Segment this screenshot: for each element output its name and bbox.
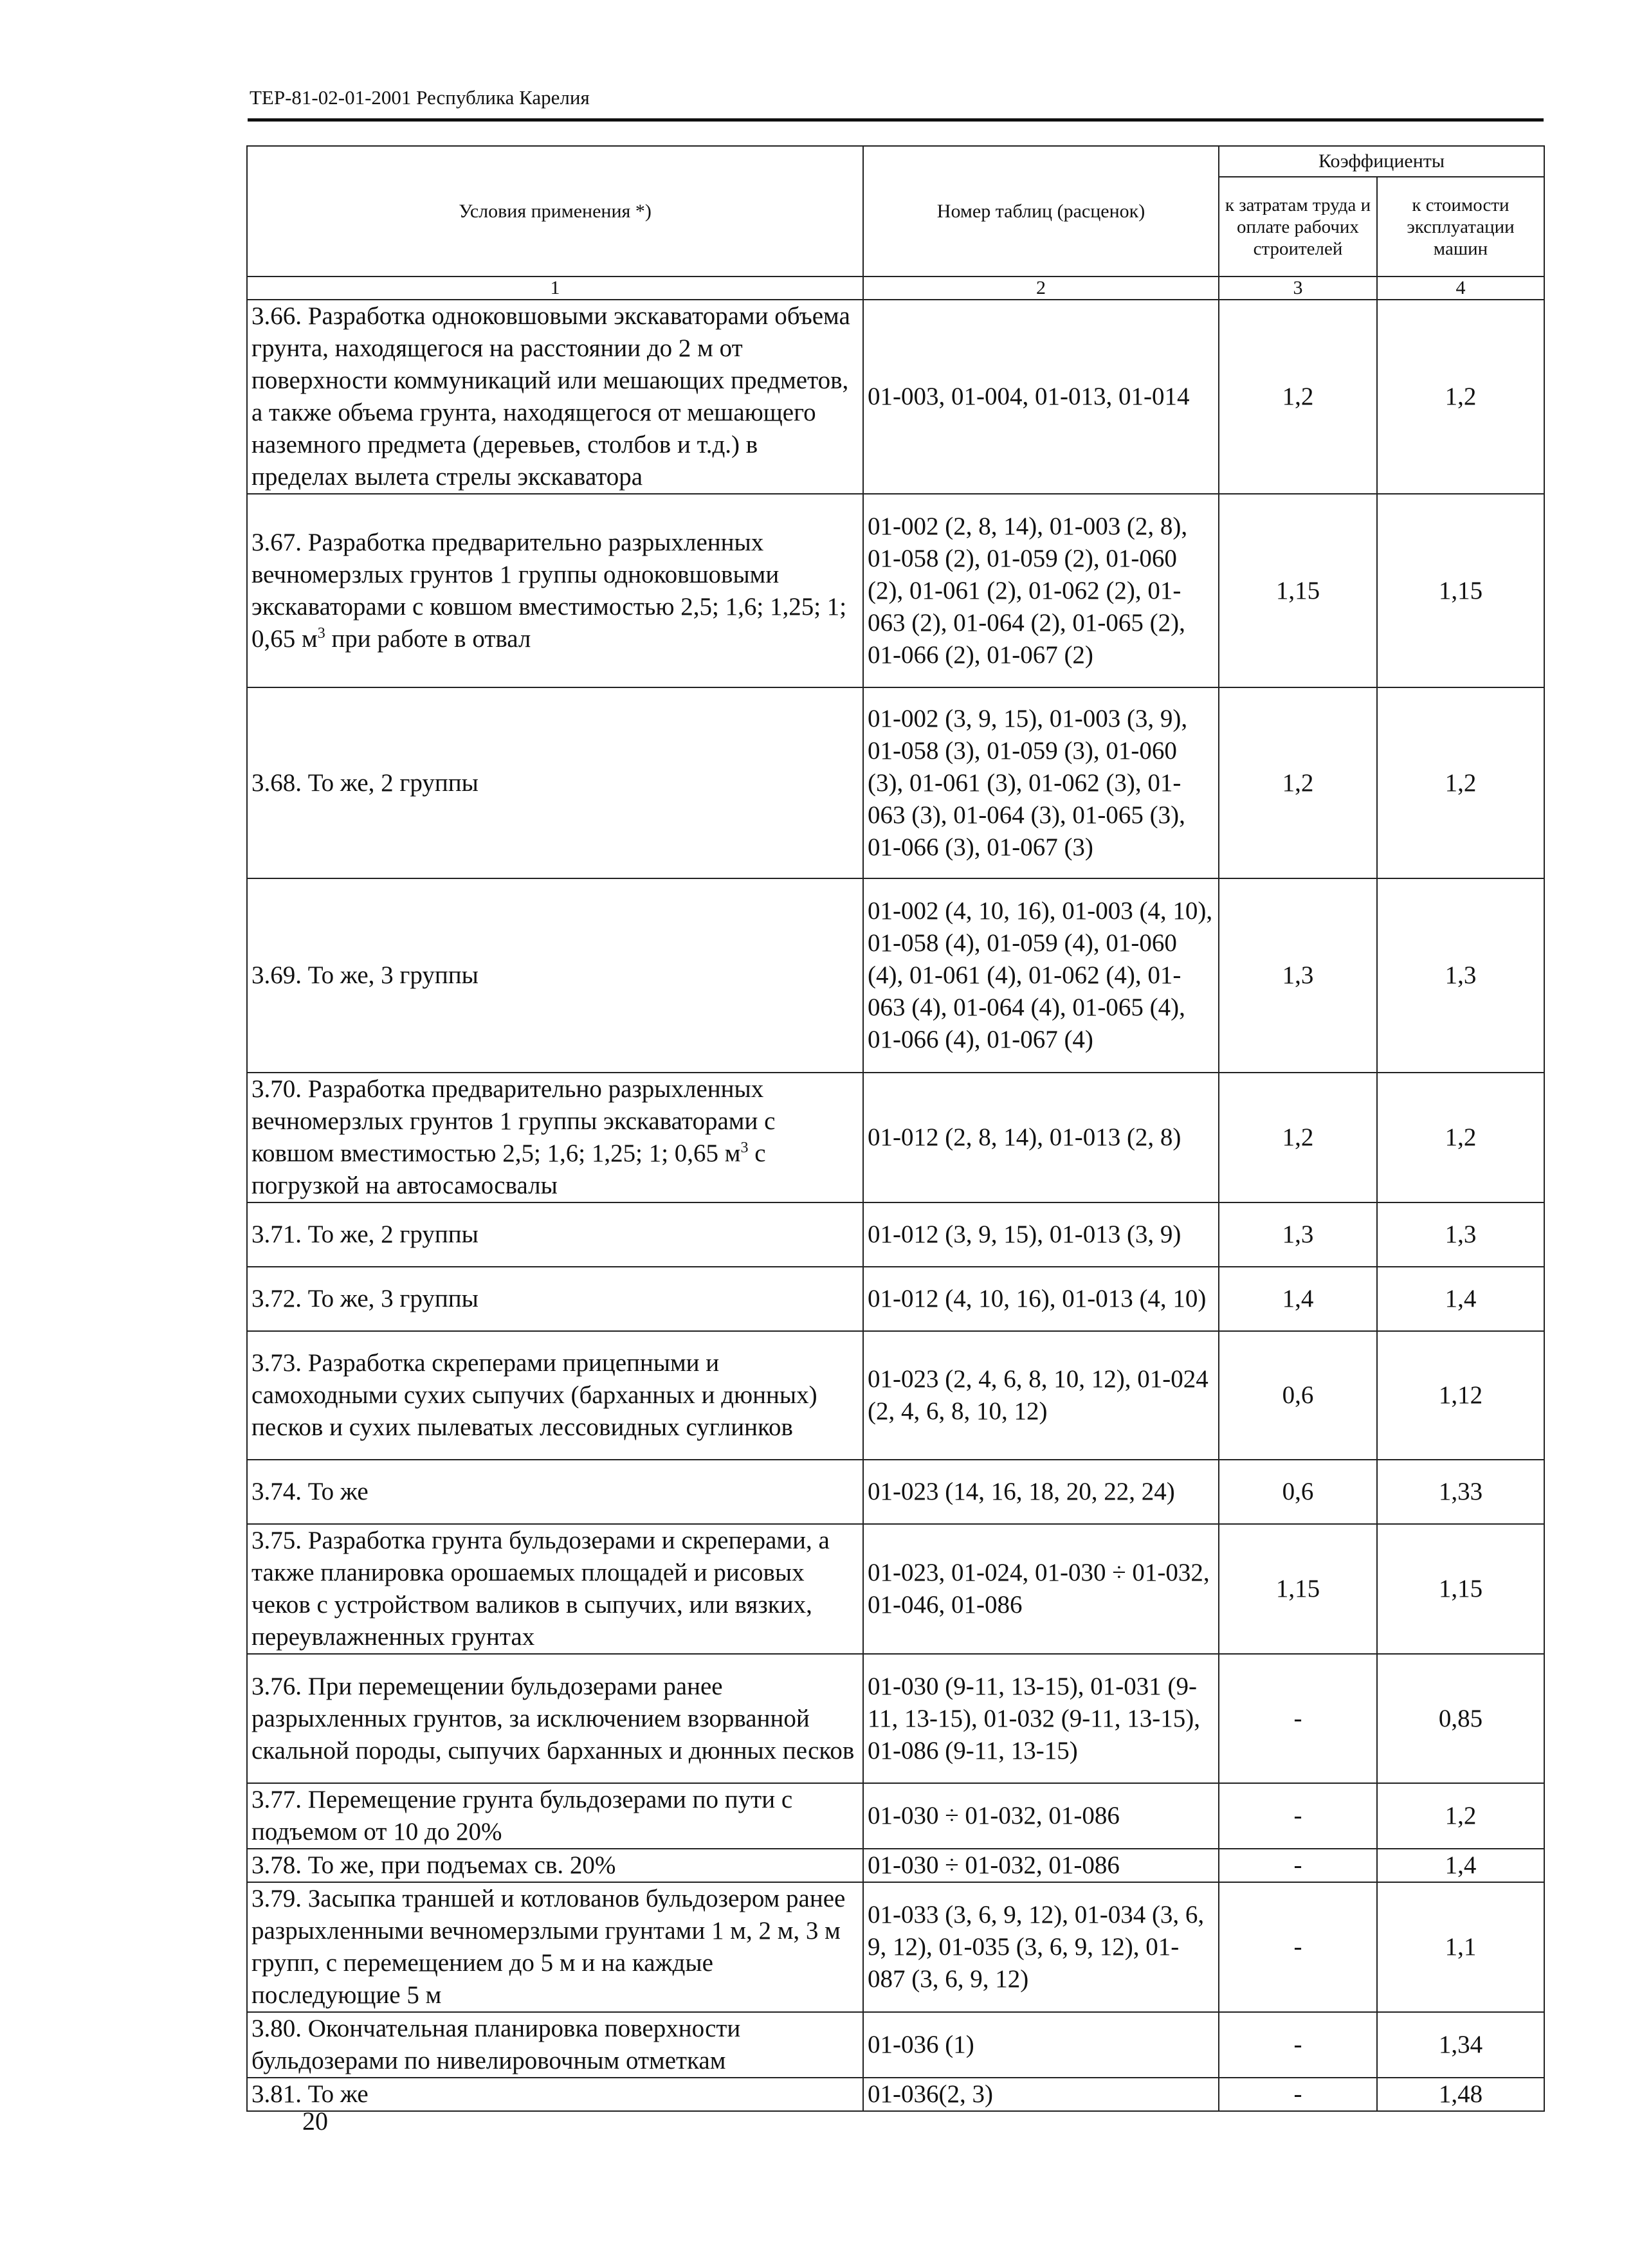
column-header-tables: Номер таблиц (расценок)	[863, 146, 1219, 277]
machine-coefficient: 1,2	[1377, 1073, 1544, 1202]
condition-cell: 3.69. То же, 3 группы	[247, 878, 863, 1073]
labor-coefficient: 1,15	[1219, 1524, 1377, 1654]
condition-cell: 3.74. То же	[247, 1460, 863, 1524]
condition-cell: 3.68. То же, 2 группы	[247, 687, 863, 878]
condition-cell: 3.77. Перемещение грунта бульдозерами по пути с подъемом от 10 до 20%	[247, 1783, 863, 1849]
labor-coefficient: 1,2	[1219, 687, 1377, 878]
table-numbers-cell: 01-023 (2, 4, 6, 8, 10, 12), 01-024 (2, 4, 6, 8, 10, 12)	[863, 1331, 1219, 1460]
column-number: 1	[247, 277, 863, 300]
condition-cell: 3.73. Разработка скреперами прицепными и самоходными сухих сыпучих (барханных и дюнных) песков и сухих пылеватых лессовидных суглинков	[247, 1331, 863, 1460]
table-row	[247, 1460, 1544, 1524]
table-numbers-cell: 01-012 (4, 10, 16), 01-013 (4, 10)	[863, 1267, 1219, 1331]
condition-cell: 3.81. То же	[247, 2078, 863, 2111]
table-row	[247, 1267, 1544, 1331]
labor-coefficient: 1,3	[1219, 1202, 1377, 1267]
table-numbers-cell: 01-002 (2, 8, 14), 01-003 (2, 8), 01-058 (2), 01-059 (2), 01-060 (2), 01-061 (2), 01-062 (2), 01-063 (2), 01-064 (2), 01-065 (2), 01-066 (2), 01-067 (2)	[863, 494, 1219, 687]
machine-coefficient: 1,34	[1377, 2012, 1544, 2078]
table-row	[247, 300, 1544, 494]
labor-coefficient: 1,2	[1219, 1073, 1377, 1202]
column-header-coefficients: Коэффициенты	[1219, 146, 1544, 177]
machine-coefficient: 1,33	[1377, 1460, 1544, 1524]
machine-coefficient: 1,2	[1377, 300, 1544, 494]
column-header-labor: к затратам труда и оплате рабочих строителей	[1219, 177, 1377, 277]
condition-cell: 3.76. При перемещении бульдозерами ранее разрыхленных грунтов, за исключением взорванной скальной породы, сыпучих барханных и дюнных песков	[247, 1654, 863, 1783]
table-row	[247, 1654, 1544, 1783]
labor-coefficient: 1,4	[1219, 1267, 1377, 1331]
machine-coefficient: 1,4	[1377, 1267, 1544, 1331]
table-numbers-cell: 01-003, 01-004, 01-013, 01-014	[863, 300, 1219, 494]
table-numbers-cell: 01-002 (4, 10, 16), 01-003 (4, 10), 01-058 (4), 01-059 (4), 01-060 (4), 01-061 (4), 01-062 (4), 01-063 (4), 01-064 (4), 01-065 (4), 01-066 (4), 01-067 (4)	[863, 878, 1219, 1073]
column-header-conditions: Условия применения *)	[247, 146, 863, 277]
column-header-machines: к стоимости эксплуатации машин	[1377, 177, 1544, 277]
machine-coefficient: 1,3	[1377, 878, 1544, 1073]
condition-cell: 3.78. То же, при подъемах св. 20%	[247, 1849, 863, 1882]
condition-cell: 3.75. Разработка грунта бульдозерами и скреперами, а также планировка орошаемых площадей и рисовых чеков с устройством валиков в сыпучих, или вязких, переувлажненных грунтах	[247, 1524, 863, 1654]
labor-coefficient: 1,3	[1219, 878, 1377, 1073]
document-header: ТЕР-81-02-01-2001 Республика Карелия	[250, 86, 590, 109]
machine-coefficient: 1,2	[1377, 687, 1544, 878]
page-number: 20	[302, 2107, 328, 2136]
labor-coefficient: 0,6	[1219, 1331, 1377, 1460]
labor-coefficient: -	[1219, 1783, 1377, 1849]
condition-cell: 3.67. Разработка предварительно разрыхленных вечномерзлых грунтов 1 группы одноковшовыми экскаваторами с ковшом вместимостью 2,5; 1,6; 1,25; 1; 0,65 $м^3$ при работе в отвал	[247, 494, 863, 687]
labor-coefficient: -	[1219, 1882, 1377, 2012]
machine-coefficient: 1,15	[1377, 1524, 1544, 1654]
machine-coefficient: 1,48	[1377, 2078, 1544, 2111]
table-numbers-cell: 01-036(2, 3)	[863, 2078, 1219, 2111]
table-row	[247, 2078, 1544, 2111]
column-number: 2	[863, 277, 1219, 300]
machine-coefficient: 0,85	[1377, 1654, 1544, 1783]
table-row	[247, 1882, 1544, 2012]
condition-cell: 3.66. Разработка одноковшовыми экскаваторами объема грунта, находящегося на расстоянии до 2 м от поверхности коммуникаций или мешающих предметов, а также объема грунта, находящегося от мешающего наземного предмета (деревьев, столбов и т.д.) в пределах вылета стрелы экскаватора	[247, 300, 863, 494]
labor-coefficient: -	[1219, 1654, 1377, 1783]
coefficients-table	[246, 145, 1545, 2112]
table-numbers-cell: 01-012 (3, 9, 15), 01-013 (3, 9)	[863, 1202, 1219, 1267]
labor-coefficient: -	[1219, 2012, 1377, 2078]
table-numbers-cell: 01-033 (3, 6, 9, 12), 01-034 (3, 6, 9, 12), 01-035 (3, 6, 9, 12), 01-087 (3, 6, 9, 12)	[863, 1882, 1219, 2012]
machine-coefficient: 1,15	[1377, 494, 1544, 687]
condition-cell: 3.72. То же, 3 группы	[247, 1267, 863, 1331]
condition-cell: 3.71. То же, 2 группы	[247, 1202, 863, 1267]
labor-coefficient: 1,2	[1219, 300, 1377, 494]
table-numbers-cell: 01-023, 01-024, 01-030 ÷ 01-032, 01-046, 01-086	[863, 1524, 1219, 1654]
column-number: 3	[1219, 277, 1377, 300]
table-row	[247, 2012, 1544, 2078]
table-numbers-cell: 01-023 (14, 16, 18, 20, 22, 24)	[863, 1460, 1219, 1524]
table-row	[247, 1783, 1544, 1849]
column-number: 4	[1377, 277, 1544, 300]
machine-coefficient: 1,2	[1377, 1783, 1544, 1849]
header-rule	[248, 118, 1544, 122]
column-number-row	[247, 277, 1544, 300]
table-numbers-cell: 01-030 (9-11, 13-15), 01-031 (9-11, 13-15), 01-032 (9-11, 13-15), 01-086 (9-11, 13-15)	[863, 1654, 1219, 1783]
table-row	[247, 1073, 1544, 1202]
table-row	[247, 494, 1544, 687]
labor-coefficient: 1,15	[1219, 494, 1377, 687]
labor-coefficient: -	[1219, 1849, 1377, 1882]
table-row	[247, 1202, 1544, 1267]
table-numbers-cell: 01-012 (2, 8, 14), 01-013 (2, 8)	[863, 1073, 1219, 1202]
machine-coefficient: 1,4	[1377, 1849, 1544, 1882]
table-row	[247, 1331, 1544, 1460]
machine-coefficient: 1,3	[1377, 1202, 1544, 1267]
table-numbers-cell: 01-030 ÷ 01-032, 01-086	[863, 1783, 1219, 1849]
table-numbers-cell: 01-036 (1)	[863, 2012, 1219, 2078]
table-row	[247, 878, 1544, 1073]
table-numbers-cell: 01-002 (3, 9, 15), 01-003 (3, 9), 01-058 (3), 01-059 (3), 01-060 (3), 01-061 (3), 01-062 (3), 01-063 (3), 01-064 (3), 01-065 (3), 01-066 (3), 01-067 (3)	[863, 687, 1219, 878]
condition-cell: 3.79. Засыпка траншей и котлованов бульдозером ранее разрыхленными вечномерзлыми грунтами 1 м, 2 м, 3 м групп, с перемещением до 5 м и на каждые последующие 5 м	[247, 1882, 863, 2012]
table-row	[247, 687, 1544, 878]
labor-coefficient: -	[1219, 2078, 1377, 2111]
table-row	[247, 1849, 1544, 1882]
labor-coefficient: 0,6	[1219, 1460, 1377, 1524]
machine-coefficient: 1,1	[1377, 1882, 1544, 2012]
table-row	[247, 1524, 1544, 1654]
condition-cell: 3.70. Разработка предварительно разрыхленных вечномерзлых грунтов 1 группы экскаваторами с ковшом вместимостью 2,5; 1,6; 1,25; 1; 0,65 $м^3$ с погрузкой на автосамосвалы	[247, 1073, 863, 1202]
condition-cell: 3.80. Окончательная планировка поверхности бульдозерами по нивелировочным отметкам	[247, 2012, 863, 2078]
table-numbers-cell: 01-030 ÷ 01-032, 01-086	[863, 1849, 1219, 1882]
machine-coefficient: 1,12	[1377, 1331, 1544, 1460]
